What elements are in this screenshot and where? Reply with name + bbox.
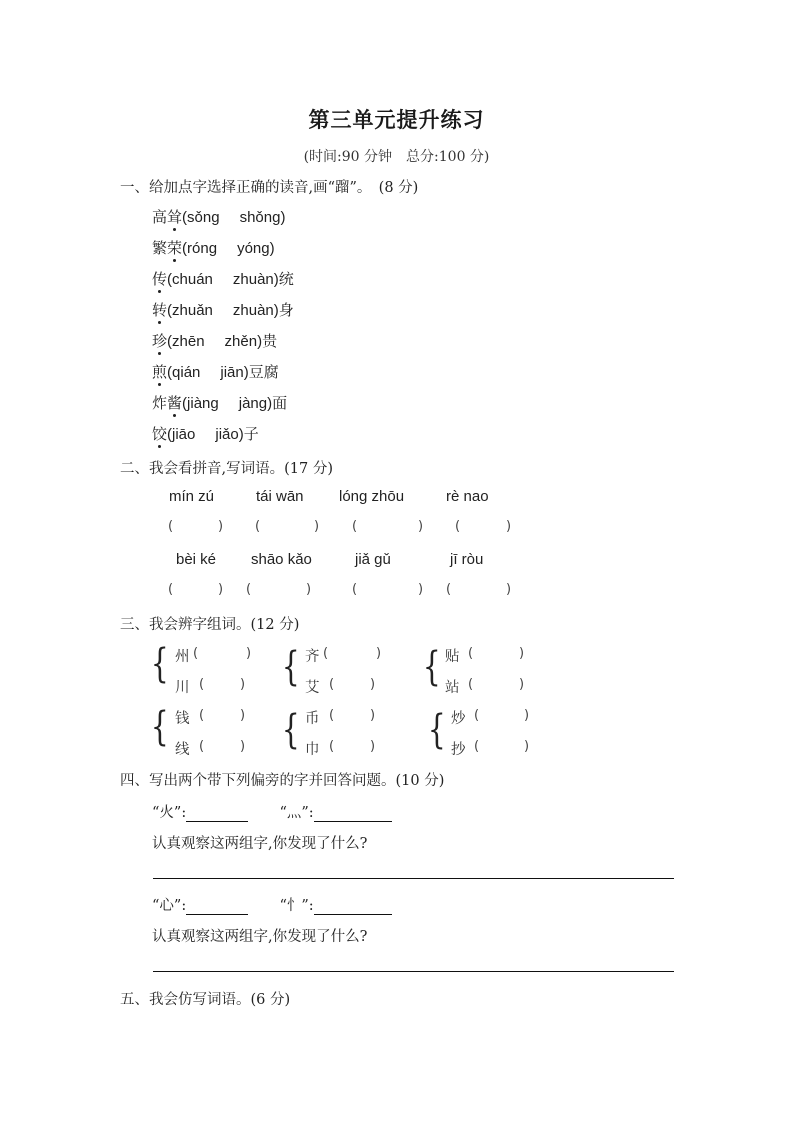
pinyin-option-2[interactable]: jiān	[220, 364, 244, 381]
pinyin-item: lóng zhōu	[339, 488, 405, 505]
answer-paren-close: )	[240, 677, 246, 692]
answer-paren-close: )	[370, 677, 376, 692]
answer-paren-close: )	[506, 519, 512, 534]
char-top: 州	[175, 649, 190, 665]
char-bottom: 巾	[305, 742, 320, 758]
pinyin-option-2[interactable]: zhěn	[224, 333, 258, 350]
char-top: 贴	[445, 649, 460, 665]
char-bottom: 站	[445, 680, 460, 696]
dotted-char: 饺	[152, 425, 168, 443]
answer-paren-open: (	[323, 646, 329, 661]
answer-paren-open: (	[468, 677, 474, 692]
radical-row-1	[152, 801, 392, 822]
answer-paren-close: )	[524, 739, 530, 754]
paren-open: (	[167, 364, 173, 381]
answer-line-1[interactable]	[153, 878, 674, 879]
answer-paren-close: )	[418, 582, 424, 597]
answer-paren-open: (	[168, 582, 174, 597]
answer-blank-sihuo[interactable]	[314, 807, 392, 822]
pinyin-option-2[interactable]: yóng	[237, 240, 270, 257]
answer-paren-open: (	[329, 677, 335, 692]
dotted-char: 耸	[167, 208, 183, 226]
answer-paren-open: (	[446, 582, 452, 597]
word-suffix: 面	[272, 394, 288, 412]
dotted-char: 传	[152, 270, 168, 288]
word-suffix: 身	[278, 301, 294, 319]
pinyin-option-1[interactable]: jiāo	[172, 426, 196, 443]
section3-heading: 三、我会辨字组词。(12 分)	[120, 617, 300, 633]
pinyin-option-1[interactable]: róng	[187, 240, 218, 257]
char-top: 炒	[451, 711, 466, 727]
pronunciation-item	[152, 206, 285, 227]
paren-open: (	[167, 302, 173, 319]
brace-icon: {	[150, 704, 169, 750]
pinyin-option-1[interactable]: jiàng	[187, 395, 219, 412]
pinyin-item: bèi ké	[176, 551, 217, 568]
brace-icon: {	[281, 644, 300, 690]
paren-close: )	[269, 240, 275, 257]
answer-paren-close: )	[506, 582, 512, 597]
pronunciation-item	[152, 330, 277, 351]
pinyin-option-2[interactable]: shǒng	[239, 209, 281, 226]
char-top: 币	[305, 711, 320, 727]
answer-paren-close: )	[418, 519, 424, 534]
pinyin-option-2[interactable]: zhuàn	[232, 302, 274, 319]
pinyin-option-2[interactable]: zhuàn	[232, 271, 274, 288]
paren-open: (	[182, 240, 188, 257]
paren-open: (	[167, 333, 173, 350]
answer-paren-open: (	[352, 582, 358, 597]
answer-paren-close: )	[519, 677, 525, 692]
pinyin-item: jī ròu	[450, 551, 484, 568]
pinyin-option-2[interactable]: jàng	[238, 395, 268, 412]
paren-close: )	[257, 333, 263, 350]
answer-paren-close: )	[218, 582, 224, 597]
brace-icon: {	[422, 644, 441, 690]
pinyin-item: rè nao	[446, 488, 489, 505]
char-top: 齐	[305, 649, 320, 665]
radical-label-huo: “火”:	[152, 805, 187, 821]
pinyin-option-1[interactable]: zhēn	[172, 333, 205, 350]
radical-label-sihuo: “灬”:	[279, 805, 314, 821]
word-suffix: 豆腐	[248, 363, 279, 381]
dotted-char: 珍	[152, 332, 168, 350]
answer-paren-open: (	[246, 582, 252, 597]
section1-heading: 一、给加点字选择正确的读音,画“蹓”。 (8 分)	[120, 180, 419, 196]
answer-paren-close: )	[218, 519, 224, 534]
char-bottom: 川	[175, 680, 190, 696]
answer-paren-open: (	[468, 646, 474, 661]
pinyin-option-1[interactable]: zhuǎn	[172, 302, 213, 319]
pinyin-item: mín zú	[169, 488, 215, 505]
paren-close: )	[238, 426, 244, 443]
brace-icon: {	[150, 641, 169, 687]
paren-open: (	[167, 271, 173, 288]
answer-paren-open: (	[329, 708, 335, 723]
pronunciation-item	[152, 361, 279, 382]
word-suffix: 统	[278, 270, 294, 288]
paren-close: )	[267, 395, 273, 412]
radical-label-shuxin: “忄”:	[279, 898, 314, 914]
exam-info: (时间:90 分钟 总分:100 分)	[303, 149, 490, 165]
word-suffix: 子	[243, 425, 259, 443]
answer-paren-open: (	[474, 708, 480, 723]
section2-heading: 二、我会看拼音,写词语。(17 分)	[120, 461, 333, 477]
answer-paren-close: )	[240, 739, 246, 754]
dotted-char: 转	[152, 301, 168, 319]
answer-paren-close: )	[376, 646, 382, 661]
char-bottom: 艾	[305, 680, 320, 696]
pinyin-item: shāo kǎo	[251, 551, 312, 568]
question-2: 认真观察这两组字,你发现了什么?	[152, 929, 368, 945]
answer-paren-open: (	[329, 739, 335, 754]
paren-open: (	[167, 426, 173, 443]
char-bottom: 抄	[451, 742, 466, 758]
answer-blank-shuxin[interactable]	[314, 900, 392, 915]
word-prefix: 繁	[152, 239, 168, 257]
pronunciation-item	[152, 392, 287, 413]
answer-paren-open: (	[199, 677, 205, 692]
answer-paren-close: )	[240, 708, 246, 723]
pronunciation-item	[152, 423, 259, 444]
pinyin-option-1[interactable]: qián	[172, 364, 201, 381]
pinyin-option-1[interactable]: chuán	[172, 271, 213, 288]
paren-close: )	[273, 302, 279, 319]
pinyin-item: tái wān	[256, 488, 304, 505]
page-title: 第三单元提升练习	[308, 108, 485, 132]
answer-blank-xin[interactable]	[186, 900, 248, 915]
answer-paren-close: )	[519, 646, 525, 661]
radical-label-xin: “心”:	[152, 898, 187, 914]
answer-paren-open: (	[193, 646, 199, 661]
answer-paren-close: )	[370, 708, 376, 723]
dotted-char: 煎	[152, 363, 168, 381]
answer-paren-open: (	[168, 519, 174, 534]
word-suffix: 贵	[262, 332, 278, 350]
pinyin-item: jiǎ gǔ	[355, 551, 391, 568]
answer-paren-open: (	[199, 708, 205, 723]
pronunciation-item	[152, 299, 294, 320]
answer-paren-close: )	[306, 582, 312, 597]
char-bottom: 线	[175, 742, 190, 758]
section5-heading: 五、我会仿写词语。(6 分)	[120, 992, 291, 1008]
brace-icon: {	[427, 707, 446, 753]
paren-open: (	[182, 209, 188, 226]
pinyin-option-1[interactable]: sǒng	[187, 209, 220, 226]
dotted-char: 酱	[167, 394, 183, 412]
char-top: 钱	[175, 711, 190, 727]
answer-blank-huo[interactable]	[186, 807, 248, 822]
pronunciation-item	[152, 268, 294, 289]
answer-paren-close: )	[314, 519, 320, 534]
answer-paren-close: )	[524, 708, 530, 723]
answer-paren-open: (	[199, 739, 205, 754]
answer-line-2[interactable]	[153, 971, 674, 972]
answer-paren-close: )	[246, 646, 252, 661]
paren-close: )	[273, 271, 279, 288]
pronunciation-item	[152, 237, 275, 258]
brace-icon: {	[281, 707, 300, 753]
question-1: 认真观察这两组字,你发现了什么?	[152, 836, 368, 852]
paren-open: (	[182, 395, 188, 412]
dotted-char: 荣	[167, 239, 183, 257]
answer-paren-open: (	[455, 519, 461, 534]
paren-close: )	[280, 209, 286, 226]
pinyin-option-2[interactable]: jiǎo	[215, 426, 239, 443]
answer-paren-open: (	[474, 739, 480, 754]
word-prefix: 高	[152, 208, 168, 226]
radical-row-2	[152, 894, 392, 915]
answer-paren-open: (	[352, 519, 358, 534]
section4-heading: 四、写出两个带下列偏旁的字并回答问题。(10 分)	[120, 773, 445, 789]
paren-close: )	[243, 364, 249, 381]
word-prefix: 炸	[152, 394, 168, 412]
answer-paren-open: (	[255, 519, 261, 534]
answer-paren-close: )	[370, 739, 376, 754]
